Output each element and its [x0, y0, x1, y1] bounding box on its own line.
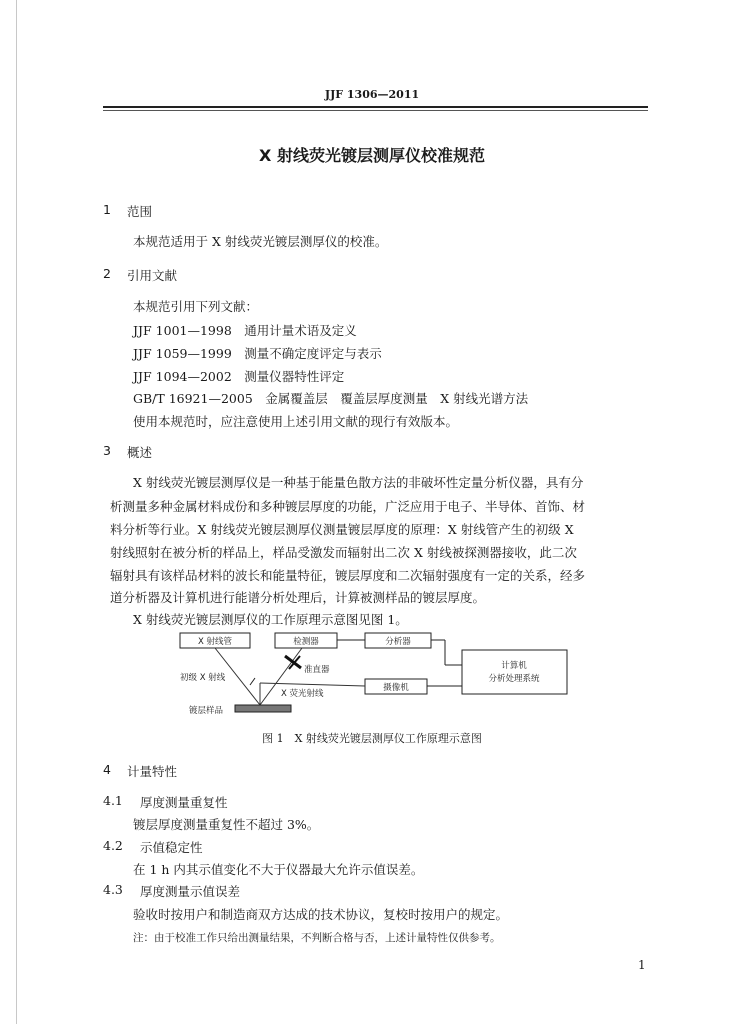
section-3-heading: 概述 — [127, 445, 153, 460]
section-2-number: 2 — [103, 266, 111, 281]
subsection-heading: 厚度测量示值误差 — [140, 884, 241, 899]
paragraph-line: 析测量多种金属材料成份和多种镀层厚度的功能，广泛应用于电子、半导体、首饰、材 — [110, 499, 586, 514]
reference-line: 使用本规范时，应注意使用上述引用文献的现行有效版本。 — [133, 414, 459, 429]
paragraph-line: 料分析等行业。X 射线荧光镀层测厚仪测量镀层厚度的原理：X 射线管产生的初级 X — [110, 522, 574, 537]
working-principle-diagram — [177, 625, 617, 724]
computer-label-2: 分析处理系统 — [488, 674, 540, 684]
subsection-text: 验收时按用户和制造商双方达成的技术协议，复校时按用户的规定。 — [133, 907, 509, 922]
reference-line: JJF 1094—2002 测量仪器特性评定 — [133, 369, 345, 384]
running-header: JJF 1306—2011 — [324, 88, 420, 101]
reference-line: GB/T 16921—2005 金属覆盖层 覆盖层厚度测量 X 射线光谱方法 — [133, 391, 529, 406]
subsection-number: 4.1 — [103, 793, 123, 808]
section-1-heading: 范围 — [127, 204, 153, 219]
paragraph-line: 道分析器及计算机进行能谱分析处理后，计算被测样品的镀层厚度。 — [110, 590, 486, 605]
primary-xray-label: 初级 X 射线 — [180, 673, 226, 683]
subsection-heading: 示值稳定性 — [140, 840, 203, 855]
collimator-label: 准直器 — [304, 665, 330, 675]
subsection-heading: 厚度测量重复性 — [140, 795, 228, 810]
section-1-text: 本规范适用于 X 射线荧光镀层测厚仪的校准。 — [133, 234, 388, 249]
subsection-number: 4.2 — [103, 838, 123, 853]
sample-block — [235, 705, 291, 712]
subsection-number: 4.3 — [103, 882, 123, 897]
fluorescence-label: X 荧光射线 — [281, 689, 324, 699]
section-2-heading: 引用文献 — [127, 268, 178, 283]
section-4-number: 4 — [103, 762, 111, 777]
section-4-heading: 计量特性 — [127, 764, 178, 779]
section-1-number: 1 — [103, 202, 111, 217]
document-title: X 射线荧光镀层测厚仪校准规范 — [259, 146, 485, 165]
sample-label: 镀层样品 — [189, 706, 224, 716]
paragraph-line: 辐射具有该样品材料的波长和能量特征，镀层厚度和二次辐射强度有一定的关系，经多 — [110, 568, 586, 583]
header-rule-thick — [103, 106, 648, 108]
figure-reference: X 射线荧光镀层测厚仪的工作原理示意图见图 1。 — [133, 612, 408, 627]
figure-caption: 图 1 X 射线荧光镀层测厚仪工作原理示意图 — [262, 732, 482, 745]
section-3-number: 3 — [103, 443, 111, 458]
subsection-text: 在 1 h 内其示值变化不大于仪器最大允许示值误差。 — [133, 862, 424, 877]
note-text: 注：由于校准工作只给出测量结果，不判断合格与否，上述计量特性仅供参考。 — [133, 932, 501, 944]
paragraph-line: 射线照射在被分析的样品上，样品受激发而辐射出二次 X 射线被探测器接收，此二次 — [110, 545, 577, 560]
camera-label: 摄像机 — [383, 683, 409, 693]
header-rule-thin — [103, 110, 648, 111]
xray-tube-label: X 射线管 — [197, 637, 233, 647]
reference-line: JJF 1059—1999 测量不确定度评定与表示 — [133, 346, 382, 361]
page-number: 1 — [638, 958, 646, 972]
reference-line: 本规范引用下列文献： — [133, 299, 259, 314]
analyzer-label: 分析器 — [385, 637, 411, 647]
subsection-text: 镀层厚度测量重复性不超过 3%。 — [133, 817, 320, 832]
computer-box — [462, 650, 567, 694]
reference-line: JJF 1001—1998 通用计量术语及定义 — [133, 323, 357, 338]
detector-label: 检测器 — [293, 637, 319, 647]
computer-label-1: 计算机 — [501, 661, 527, 671]
paragraph-line: X 射线荧光镀层测厚仪是一种基于能量色散方法的非破坏性定量分析仪器，具有分 — [133, 475, 584, 490]
